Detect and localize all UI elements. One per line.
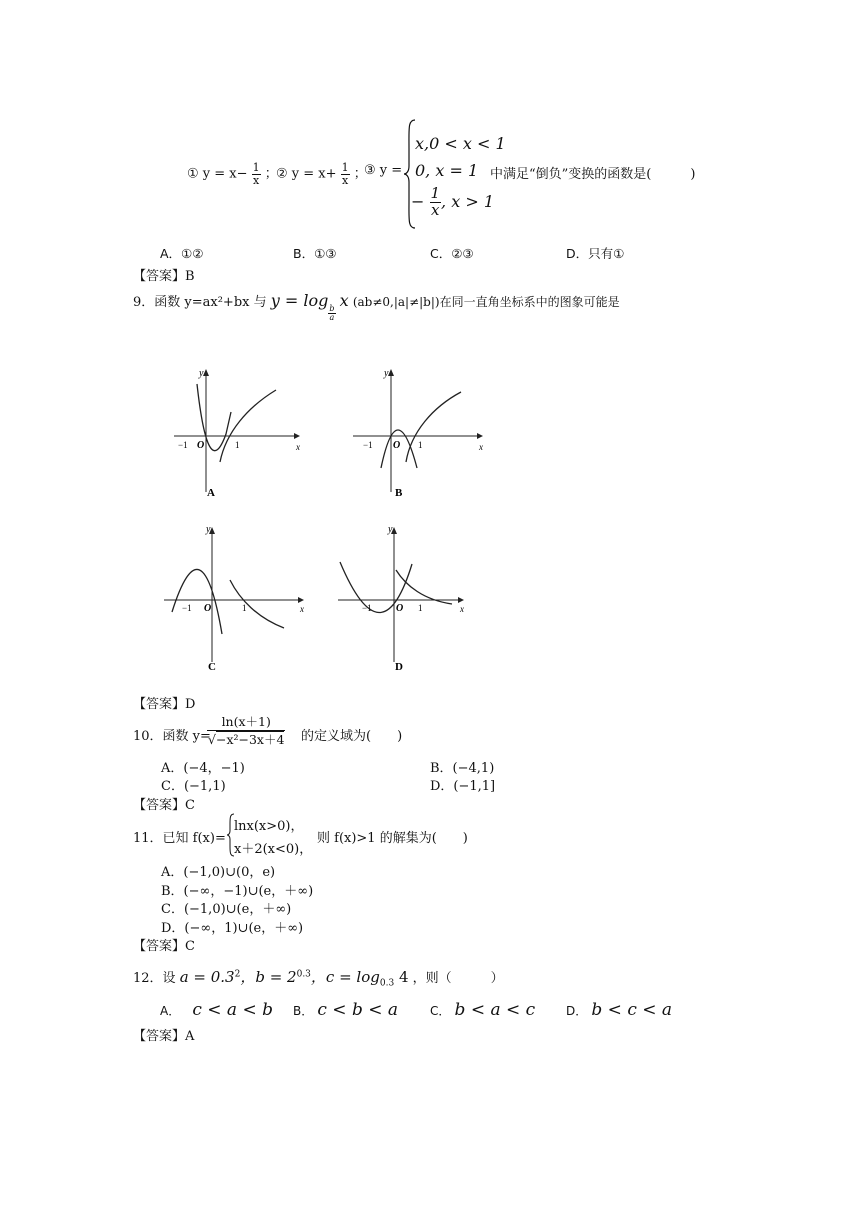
q10-tail: 的定义域为( ) bbox=[301, 729, 403, 744]
q9-graph-d bbox=[334, 522, 474, 672]
q10-radicand: −x²−3x＋4 bbox=[215, 732, 285, 748]
q10-fraction bbox=[207, 715, 285, 746]
x-label: x bbox=[296, 442, 300, 452]
log-curve bbox=[396, 570, 452, 604]
q10-option-d: D．(−1,1] bbox=[430, 779, 496, 794]
tick-minus1: −1 bbox=[362, 603, 372, 613]
q8-option-a: A．①② bbox=[160, 246, 204, 261]
q12-option-b-letter: B． bbox=[293, 1004, 314, 1018]
q10-option-c: C．(−1,1) bbox=[161, 779, 226, 794]
q12-c: ，c = log bbox=[310, 968, 380, 986]
q8-f2-frac bbox=[341, 162, 350, 186]
q12-option-c-letter: C． bbox=[430, 1004, 451, 1018]
q12-lead: 12．设 bbox=[133, 971, 176, 986]
q11-case1: lnx(x>0)， bbox=[234, 819, 304, 834]
q12-c-arg: 4 bbox=[394, 968, 409, 986]
q8-tail: 中满足“倒负”变换的函数是( ) bbox=[490, 167, 696, 182]
q8-f1-num: 1 bbox=[252, 161, 260, 174]
q8-f1 bbox=[187, 162, 278, 186]
x-label: x bbox=[300, 604, 304, 614]
q9-log-base bbox=[328, 305, 335, 323]
q10-option-a: A．(−4，−1) bbox=[161, 761, 245, 776]
q11-lead: 11．已知 f(x)= bbox=[133, 831, 226, 846]
q8-sep1: ； bbox=[264, 166, 278, 182]
q10-numerator: ln(x＋1) bbox=[207, 715, 285, 731]
q12-option-d-letter: D． bbox=[566, 1004, 588, 1018]
origin-label: O bbox=[396, 603, 404, 614]
tick-minus1: −1 bbox=[178, 440, 188, 450]
tick-1: 1 bbox=[418, 440, 423, 450]
q12-option-d-expr: b < c < a bbox=[591, 1000, 673, 1020]
x-arrow bbox=[294, 433, 300, 439]
tick-minus1: −1 bbox=[182, 603, 192, 613]
x-arrow bbox=[298, 597, 304, 603]
q10-denominator: √−x²−3x＋4 bbox=[208, 732, 285, 748]
tick-1: 1 bbox=[418, 603, 423, 613]
q12-option-c bbox=[430, 1000, 535, 1020]
q12-option-c-expr: b < a < c bbox=[454, 1000, 536, 1020]
q10-answer: 【答案】C bbox=[133, 798, 195, 813]
q11-case2: x＋2(x<0)， bbox=[234, 842, 313, 857]
tick-1: 1 bbox=[235, 440, 240, 450]
q11-option-a: A．(−1,0)∪(0，e) bbox=[161, 865, 276, 880]
x-label: x bbox=[460, 604, 464, 614]
q9-log-base-num: b bbox=[329, 303, 335, 313]
q9-graph-a bbox=[168, 362, 306, 502]
q8-f3-prefix: ③ y = bbox=[364, 163, 403, 178]
q8-answer: 【答案】B bbox=[133, 269, 195, 284]
q12-c-sub: 0.3 bbox=[379, 978, 395, 989]
q8-case3-den: x bbox=[431, 200, 440, 219]
tick-minus1: −1 bbox=[363, 440, 373, 450]
y-label: y bbox=[384, 368, 389, 379]
log-curve bbox=[406, 392, 461, 462]
q12-tail: ，则（ ） bbox=[412, 971, 504, 986]
q12-b: ，b = 2 bbox=[240, 968, 297, 986]
q8-case1: x,0 < x < 1 bbox=[415, 134, 506, 153]
q11-answer: 【答案】C bbox=[133, 939, 195, 954]
q11-option-c: C．(−1,0)∪(e，＋∞) bbox=[161, 902, 292, 917]
graph-label: C bbox=[208, 661, 216, 672]
x-arrow bbox=[458, 597, 464, 603]
q8-sep2: ； bbox=[353, 166, 367, 182]
q8-case2: 0, x = 1 bbox=[415, 161, 479, 180]
q12-answer: 【答案】A bbox=[133, 1029, 195, 1044]
q8-case3 bbox=[411, 186, 494, 219]
y-label: y bbox=[206, 524, 211, 535]
q8-case3-cond: , x > 1 bbox=[441, 191, 494, 211]
x-label: x bbox=[479, 442, 483, 452]
q11-option-d: D．(−∞，1)∪(e，＋∞) bbox=[161, 921, 304, 936]
graph-label: B bbox=[395, 487, 403, 499]
q8-option-b: B．①③ bbox=[293, 246, 337, 261]
q12-option-a-expr: c < a < b bbox=[192, 1000, 274, 1020]
q12-b-exp: 0.3 bbox=[296, 969, 311, 980]
log-curve bbox=[230, 580, 284, 628]
q10-frac bbox=[207, 715, 285, 746]
q9-log: y = log bbox=[270, 291, 329, 310]
q12-stem bbox=[133, 966, 504, 989]
q9-answer: 【答案】D bbox=[133, 697, 196, 712]
q8-f2-num: 1 bbox=[341, 161, 349, 174]
x-arrow bbox=[477, 433, 483, 439]
q12-option-a bbox=[160, 1000, 273, 1020]
q8-f2 bbox=[276, 162, 367, 186]
q8-case3-frac bbox=[430, 186, 442, 219]
q8-f2-prefix: ② y = x+ bbox=[276, 166, 337, 182]
origin-label: O bbox=[204, 603, 212, 614]
q9-log-base-den: a bbox=[329, 313, 335, 322]
parabola-curve bbox=[172, 569, 222, 634]
q8-f2-den: x bbox=[342, 173, 349, 187]
q12-option-b-expr: c < b < a bbox=[317, 1000, 399, 1020]
origin-label: O bbox=[393, 440, 401, 451]
graph-label: A bbox=[207, 487, 215, 499]
y-label: y bbox=[199, 368, 204, 379]
q8-f1-frac bbox=[252, 162, 261, 186]
q8-option-d: D．只有① bbox=[566, 246, 625, 261]
q10-lead: 10．函数 y= bbox=[133, 729, 211, 744]
q12-option-a-letter: A． bbox=[160, 1004, 181, 1018]
q8-option-c: C．②③ bbox=[430, 246, 474, 261]
q9-lead: 9．函数 y=ax²+bx 与 bbox=[133, 295, 267, 310]
q9-log-var: x bbox=[339, 291, 349, 310]
graph-label: D bbox=[395, 661, 403, 672]
q8-case3-num: 1 bbox=[430, 184, 441, 202]
q9-stem bbox=[133, 291, 620, 322]
y-arrow bbox=[388, 369, 394, 376]
y-arrow bbox=[203, 369, 209, 376]
q8-case3-minus: − bbox=[411, 191, 425, 211]
q12-a: a = 0.3 bbox=[179, 968, 235, 986]
y-label: y bbox=[388, 524, 393, 535]
q8-f1-prefix: ① y = x− bbox=[187, 166, 248, 182]
tick-1: 1 bbox=[242, 603, 247, 613]
q9-graph-c bbox=[160, 522, 312, 672]
q9-graph-b bbox=[347, 362, 489, 502]
origin-label: O bbox=[197, 440, 205, 451]
q12-option-b bbox=[293, 1000, 398, 1020]
q11-option-b: B．(−∞，−1)∪(e，＋∞) bbox=[161, 884, 314, 899]
q11-tail: 则 f(x)>1 的解集为( ) bbox=[317, 831, 468, 846]
q12-a-exp: 2 bbox=[234, 969, 241, 980]
q12-option-d bbox=[566, 1000, 672, 1020]
q9-cond: (ab≠0,|a|≠|b|)在同一直角坐标系中的图象可能是 bbox=[352, 295, 620, 309]
q10-option-b: B．(−4,1) bbox=[430, 761, 495, 776]
q8-f1-den: x bbox=[253, 173, 260, 187]
